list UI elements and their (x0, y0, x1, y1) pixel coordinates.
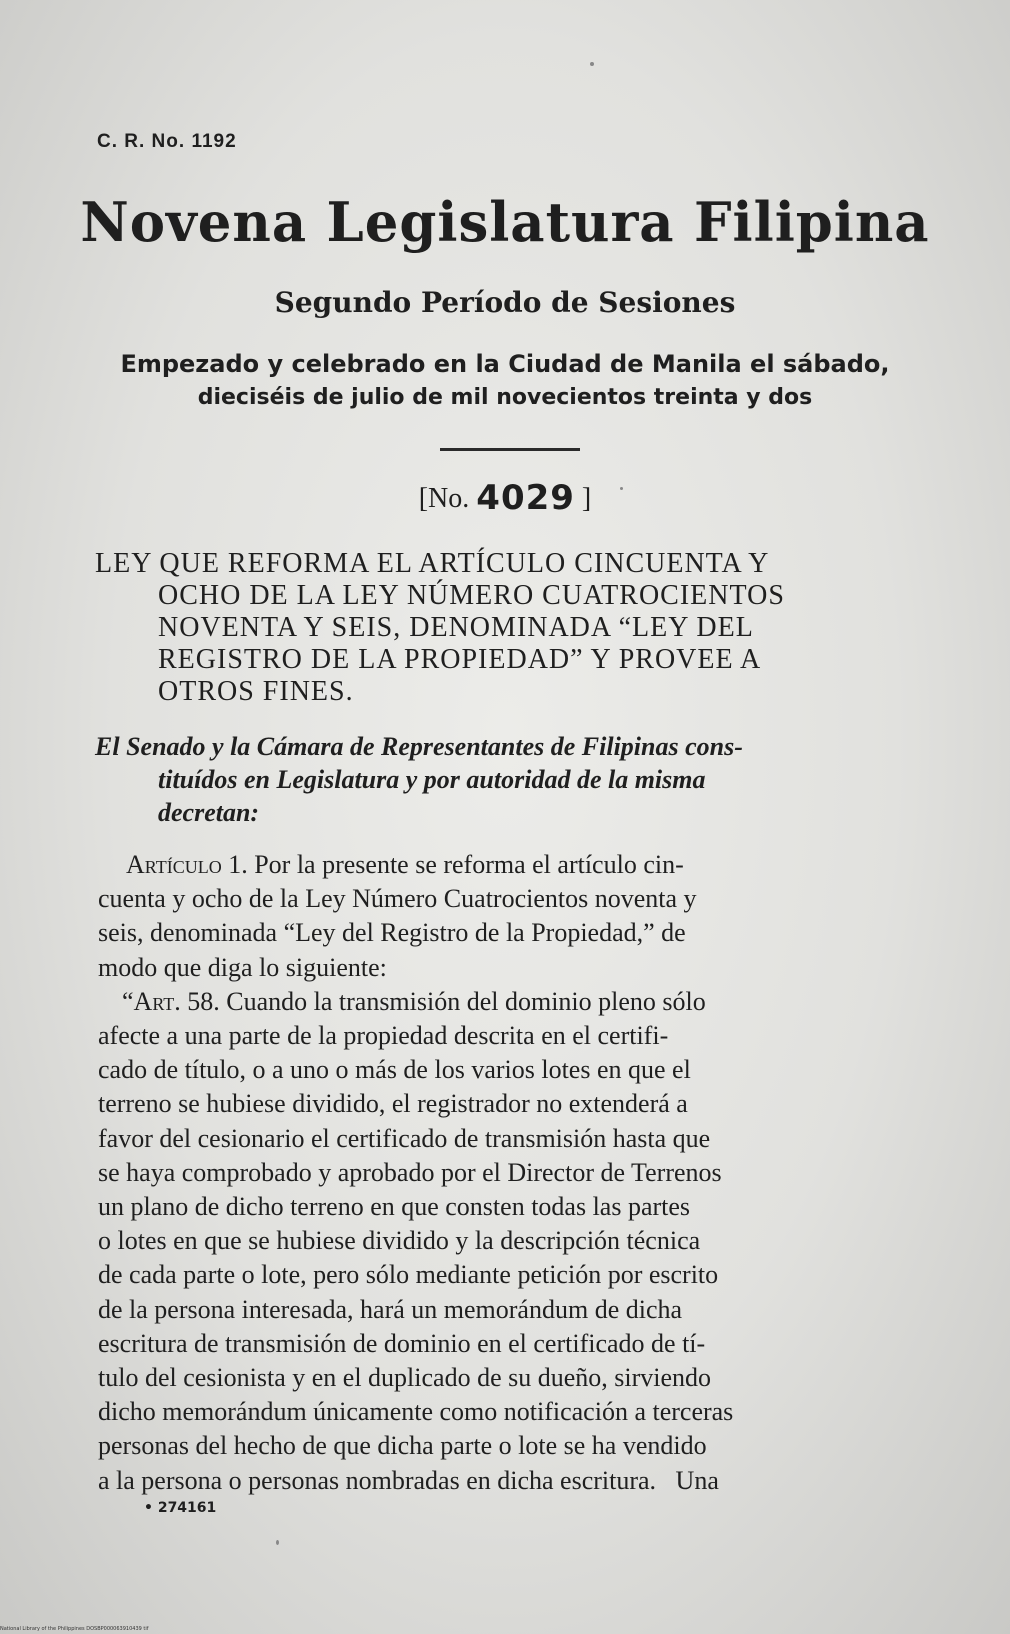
act-body (98, 848, 908, 1498)
session-subtitle: Segundo Período de Sesiones (274, 286, 736, 319)
speck (590, 62, 594, 66)
session-intro-line-1: Empezado y celebrado en la Ciudad de Manila el sábado, (120, 350, 890, 378)
heading-line: LEY QUE REFORMA EL ARTÍCULO CINCUENTA Y (95, 548, 770, 579)
body-line: personas del hecho de que dicha parte o lote se ha vendido (98, 1431, 707, 1461)
body-line: tulo del cesionista y en el duplicado de su dueño, sirviendo (98, 1363, 712, 1393)
heading-line: REGISTRO DE LA PROPIEDAD” Y PROVEE A (158, 644, 762, 675)
scan-credit: National Library of the Philippines DOSBP000063910439 tif (0, 1626, 149, 1632)
divider-rule (440, 448, 580, 451)
act-number (0, 478, 1010, 518)
heading-line: NOVENTA Y SEIS, DENOMINADA “LEY DEL (158, 612, 754, 643)
body-line: terreno se hubiese dividido, el registrador no extenderá a (98, 1089, 688, 1119)
heading-line: OTROS FINES. (158, 676, 354, 707)
body-line: seis, denominada “Ley del Registro de la Propiedad,” de (98, 918, 686, 948)
enacting-clause (95, 730, 905, 829)
art58-first-text: Cuando la transmisión del dominio pleno sólo (226, 986, 706, 1016)
body-line: favor del cesionario el certificado de transmisión hasta que (98, 1123, 711, 1153)
enact-line: decretan: (158, 798, 260, 827)
act-number-prefix: [No. (418, 483, 470, 514)
enact-line: tituídos en Legislatura y por autoridad de la misma (158, 765, 706, 794)
body-line: de la persona interesada, hará un memorándum de dicha (98, 1294, 683, 1324)
article-label: Artículo 1. (126, 850, 248, 879)
act-number-suffix: ] (581, 483, 592, 514)
document-title: Novena Legislatura Filipina (80, 190, 930, 254)
body-line: escritura de transmisión de dominio en el certificado de tí- (98, 1328, 706, 1358)
body-line: un plano de dicho terreno en que consten todas las partes (98, 1192, 691, 1222)
body-line: dicho memorándum únicamente como notificación a terceras (98, 1397, 734, 1427)
heading-line: OCHO DE LA LEY NÚMERO CUATROCIENTOS (158, 580, 785, 611)
body-line (98, 848, 908, 882)
printer-footnote: • 274161 (144, 1500, 217, 1516)
body-line: modo que diga lo siguiente: (98, 952, 387, 982)
session-intro-line-2: dieciséis de julio de mil novecientos treinta y dos (197, 385, 813, 410)
act-number-stamp: 4029 (476, 478, 575, 518)
enact-line: El Senado y la Cámara de Representantes de Filipinas cons- (95, 732, 743, 761)
body-line: o lotes en que se hubiese dividido y la descripción técnica (98, 1226, 701, 1256)
art58-label: “Art. 58. (122, 986, 220, 1016)
body-line: se haya comprobado y aprobado por el Director de Terrenos (98, 1157, 722, 1187)
body-line (98, 985, 908, 1019)
speck (276, 1540, 279, 1545)
cr-number: C. R. No. 1192 (97, 131, 237, 152)
act-heading (95, 548, 905, 708)
body-line: cuenta y ocho de la Ley Número Cuatrocientos noventa y (98, 884, 697, 914)
body-line: a la persona o personas nombradas en dicha escritura. Una (98, 1465, 719, 1495)
body-line: de cada parte o lote, pero sólo mediante petición por escrito (98, 1260, 719, 1290)
body-line: afecte a una parte de la propiedad descrita en el certifi- (98, 1021, 669, 1051)
body-first-text: Por la presente se reforma el artículo cin- (254, 850, 684, 879)
body-line: cado de título, o a uno o más de los varios lotes en que el (98, 1055, 691, 1085)
